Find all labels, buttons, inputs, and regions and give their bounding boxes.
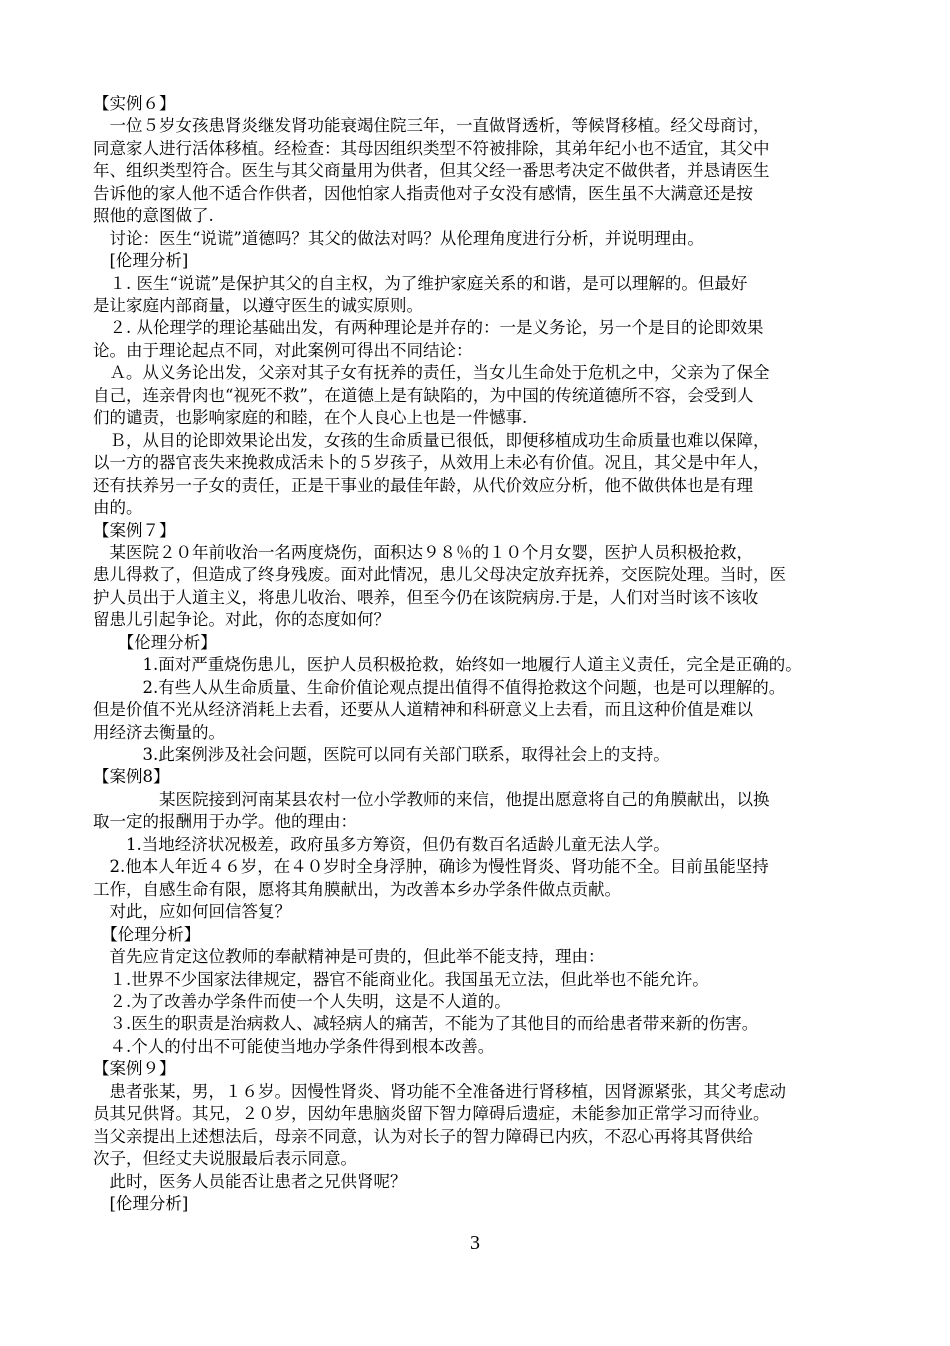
text-line: 1.面对严重烧伤患儿，医护人员积极抢救，始终如一地履行人道主义责任，完全是正确的。	[93, 655, 802, 674]
text-line: 取一定的报酬用于办学。他的理由：	[93, 812, 357, 831]
text-line: 员其兄供肾。其兄，２０岁，因幼年患脑炎留下智力障碍后遗症，未能参加正常学习而待业。	[93, 1104, 770, 1123]
text-line: 自己，连亲骨肉也“视死不救”，在道德上是有缺陷的，为中国的传统道德所不容，会受到人	[93, 386, 754, 405]
text-line: 留患儿引起争论。对此，你的态度如何？	[93, 610, 390, 629]
text-line: 同意家人进行活体移植。经检查：其母因组织类型不符被排除，其弟年纪小也不适宜，其父中	[93, 139, 770, 158]
text-line: 患儿得救了，但造成了终身残废。面对此情况，患儿父母决定放弃抚养，交医院处理。当时，医	[93, 565, 786, 584]
text-line: 【案例９】	[93, 1059, 176, 1078]
text-line: 年、组织类型符合。医生与其父商量用为供者，但其父经一番思考决定不做供者，并恳请医生	[93, 161, 770, 180]
text-line: 【案例７】	[93, 521, 176, 540]
text-line: 论。由于理论起点不同，对此案例可得出不同结论：	[93, 341, 473, 360]
text-line: 但是价值不光从经济消耗上去看，还要从人道精神和科研意义上去看，而且这种价值是难以	[93, 700, 753, 719]
text-line: Ｂ，从目的论即效果论出发，女孩的生命质量已很低，即便移植成功生命质量也难以保障，	[93, 431, 770, 450]
text-line: 告诉他的家人他不适合作供者，因他怕家人指责他对子女没有感情，医生虽不大满意还是按	[93, 184, 753, 203]
text-line: 某医院接到河南某县农村一位小学教师的来信，他提出愿意将自己的角膜献出，以换	[93, 790, 770, 809]
text-line: 【伦理分析】	[93, 925, 201, 944]
text-line: 某医院２０年前收治一名两度烧伤，面积达９８％的１０个月女婴，医护人员积极抢救，	[93, 543, 753, 562]
text-line: ４.个人的付出不可能使当地办学条件得到根本改善。	[93, 1037, 495, 1056]
text-line: ２.为了改善办学条件而使一个人失明，这是不人道的。	[93, 992, 511, 1011]
text-line: 当父亲提出上述想法后，母亲不同意，认为对长子的智力障碍已内疚，不忍心再将其肾供给	[93, 1127, 753, 1146]
text-line: ３.医生的职责是治病救人、减轻病人的痛苦，不能为了其他目的而给患者带来新的伤害。	[93, 1014, 759, 1033]
text-line: 3.此案例涉及社会问题，医院可以同有关部门联系，取得社会上的支持。	[93, 745, 670, 764]
text-line: 工作，自感生命有限，愿将其角膜献出，为改善本乡办学条件做点贡献。	[93, 880, 621, 899]
text-line: 【案例8】	[93, 767, 170, 786]
text-line: 【实例６】	[93, 94, 176, 113]
text-line: 讨论：医生“说谎”道德吗？其父的做法对吗？从伦理角度进行分析，并说明理由。	[93, 229, 704, 248]
text-line: 照他的意图做了.	[93, 206, 214, 225]
text-line: 是让家庭内部商量，以遵守医生的诚实原则。	[93, 296, 423, 315]
text-line: [伦理分析]	[93, 1194, 189, 1213]
text-line: 此时，医务人员能否让患者之兄供肾呢？	[93, 1172, 407, 1191]
text-line: 2.他本人年近４６岁，在４０岁时全身浮肿，确诊为慢性肾炎、肾功能不全。目前虽能坚持	[93, 857, 769, 876]
text-line: Ａ。从义务论出发，父亲对其子女有抚养的责任，当女儿生命处于危机之中，父亲为了保全	[93, 363, 770, 382]
text-line: 们的谴责，也影响家庭的和睦，在个人良心上也是一件憾事.	[93, 408, 528, 427]
text-line: 由的。	[93, 498, 143, 517]
text-line: 首先应肯定这位教师的奉献精神是可贵的，但此举不能支持，理由：	[93, 947, 605, 966]
text-line: 1.当地经济状况极差，政府虽多方筹资，但仍有数百名适龄儿童无法人学。	[93, 835, 670, 854]
text-line: 以一方的器官丧失来挽救成活未卜的５岁孩子，从效用上未必有价值。况且，其父是中年人，	[93, 453, 770, 472]
text-line: 次子，但经丈夫说服最后表示同意。	[93, 1149, 357, 1168]
page-number: 3	[470, 1232, 480, 1254]
text-line: １.世界不少国家法律规定，器官不能商业化。我国虽无立法，但此举也不能允许。	[93, 970, 709, 989]
text-line: 对此，应如何回信答复？	[93, 902, 291, 921]
text-line: 【伦理分析】	[93, 633, 217, 652]
text-line: [伦理分析]	[93, 251, 189, 270]
text-line: 护人员出于人道主义，将患儿收治、喂养，但至今仍在该院病房.于是，人们对当时该不该收	[93, 588, 759, 607]
text-line: 一位５岁女孩患肾炎继发肾功能衰竭住院三年，一直做肾透析，等候肾移植。经父母商讨，	[93, 116, 770, 135]
text-line: １. 医生“说谎”是保护其父的自主权，为了维护家庭关系的和谐，是可以理解的。但最好	[93, 274, 748, 293]
text-line: 2.有些人从生命质量、生命价值论观点提出值得不值得抢救这个问题，也是可以理解的。	[93, 678, 786, 697]
text-line: 用经济去衡量的。	[93, 723, 225, 742]
text-line: 还有扶养另一子女的责任，正是干事业的最佳年龄，从代价效应分析，他不做供体也是有理	[93, 476, 753, 495]
text-line: ２. 从伦理学的理论基础出发，有两种理论是并存的：一是义务论，另一个是目的论即效果	[93, 318, 764, 337]
text-line: 患者张某，男，１６岁。因慢性肾炎、肾功能不全准备进行肾移植，因肾源紧张，其父考虑动	[93, 1082, 786, 1101]
